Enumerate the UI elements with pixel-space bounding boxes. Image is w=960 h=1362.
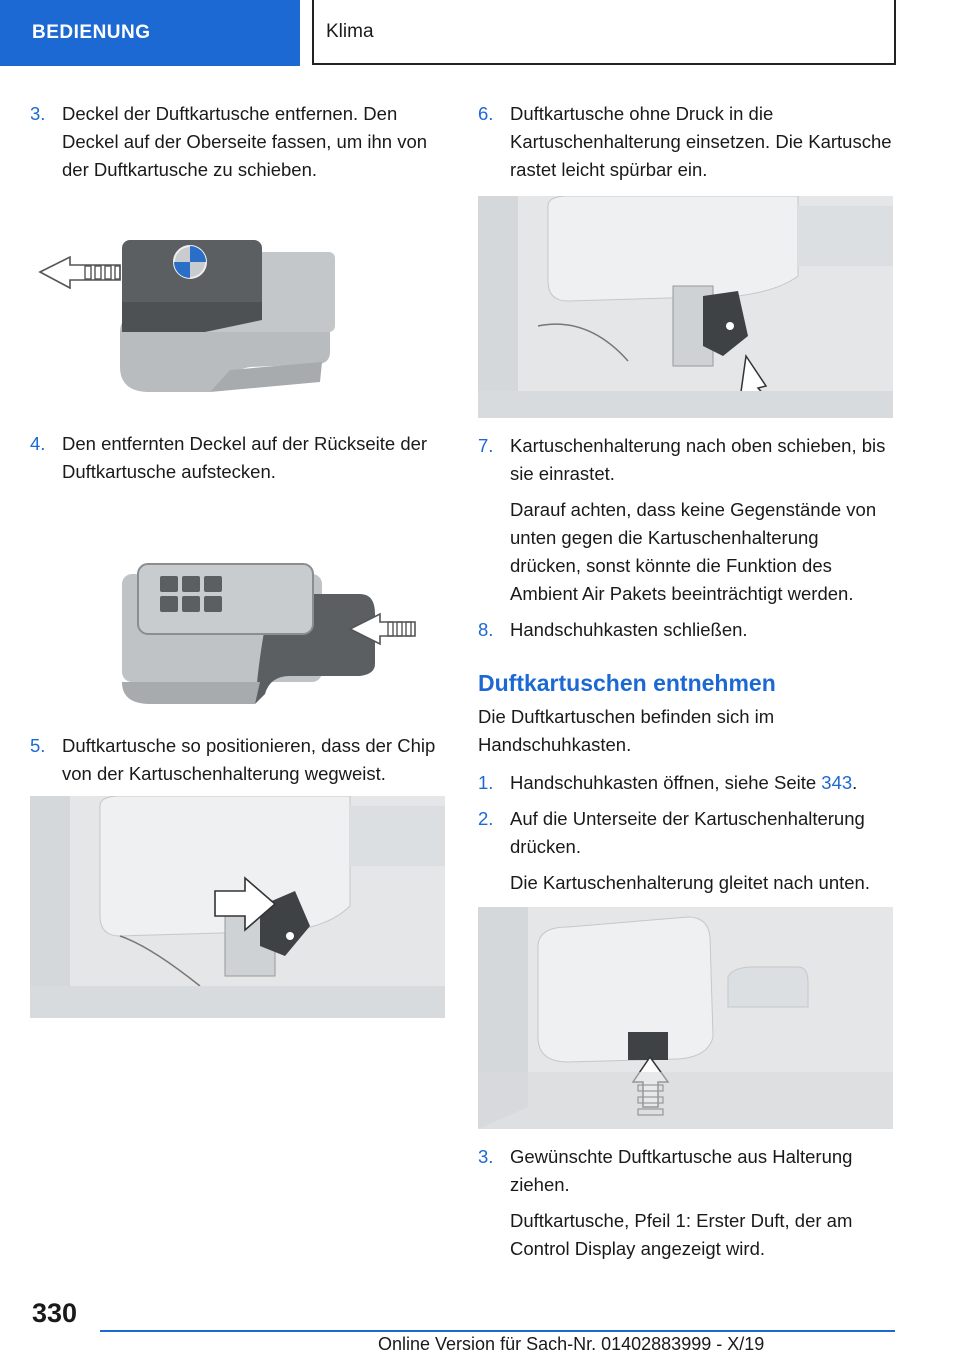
step-8	[478, 616, 893, 644]
remove-step-2-note: Die Kartuschenhalterung gleitet nach unten.	[510, 872, 870, 893]
step-number: 1.	[478, 772, 494, 793]
step-text: Auf die Unterseite der Kartuschenhalterung drücken.	[510, 808, 865, 857]
step-number: 2.	[478, 808, 494, 829]
figure-remove-cover	[30, 192, 445, 422]
step-text: Handschuhkasten öffnen, siehe Seite	[510, 772, 822, 793]
step-number: 6.	[478, 103, 494, 124]
step-6	[478, 100, 893, 184]
remove-step-3	[478, 1143, 893, 1199]
remove-step-2	[478, 805, 893, 861]
step-7	[478, 432, 893, 488]
step-text: Kartuschenhalterung nach oben schieben, bis sie einrastet.	[510, 435, 886, 484]
step-number: 8.	[478, 619, 494, 640]
left-column	[30, 100, 445, 1018]
step-text: Deckel der Duftkartusche entfernen. Den Deckel auf der Oberseite fassen, um ihn von der Duftkartusche zu schieben.	[62, 103, 428, 180]
step-number: 4.	[30, 433, 46, 454]
figure-push-holder	[478, 907, 893, 1129]
section-tab: BEDIENUNG	[0, 0, 300, 66]
step-text: Duftkartusche ohne Druck in die Kartuschenhalterung einsetzen. Die Kartusche rastet leicht spürbar ein.	[510, 103, 892, 180]
footer-divider	[100, 1330, 895, 1332]
chapter-title: Klima	[312, 0, 896, 65]
step-number: 5.	[30, 735, 46, 756]
footer-text: Online Version für Sach-Nr. 01402883999 - X/19	[378, 1334, 765, 1354]
step-text: Duftkartusche so positionieren, dass der Chip von der Kartuschenhalterung wegweist.	[62, 735, 436, 784]
step-suffix: .	[852, 772, 858, 793]
step-3	[30, 100, 445, 184]
step-5	[30, 732, 445, 788]
remove-step-1	[478, 769, 893, 797]
figure-attach-cover	[30, 494, 445, 724]
remove-step-3-note: Duftkartusche, Pfeil 1: Erster Duft, der am Control Display angezeigt wird.	[510, 1210, 853, 1259]
step-text: Gewünschte Duftkartusche aus Halterung ziehen.	[510, 1146, 853, 1195]
step-text: Den entfernten Deckel auf der Rückseite der Duftkartusche aufstecken.	[62, 433, 428, 482]
right-column	[478, 100, 893, 1271]
step-7-note: Darauf achten, dass keine Gegenstände von unten gegen die Kartuschenhalterung drücken, sonst könnte die Funktion des Ambient Air Pakets beeinträchtigt werden.	[510, 499, 877, 604]
figure-position-cartridge	[30, 796, 445, 1018]
step-text: Handschuhkasten schließen.	[510, 619, 748, 640]
step-number: 7.	[478, 435, 494, 456]
intro-text: Die Duftkartuschen befinden sich im Handschuhkasten.	[478, 706, 775, 755]
page-reference-link[interactable]: 343	[821, 772, 853, 793]
step-number: 3.	[30, 103, 46, 124]
page-number: 330	[32, 1298, 78, 1328]
step-number: 3.	[478, 1146, 494, 1167]
figure-insert-cartridge	[478, 196, 893, 418]
section-heading: Duftkartuschen entnehmen	[478, 670, 776, 696]
step-4	[30, 430, 445, 486]
